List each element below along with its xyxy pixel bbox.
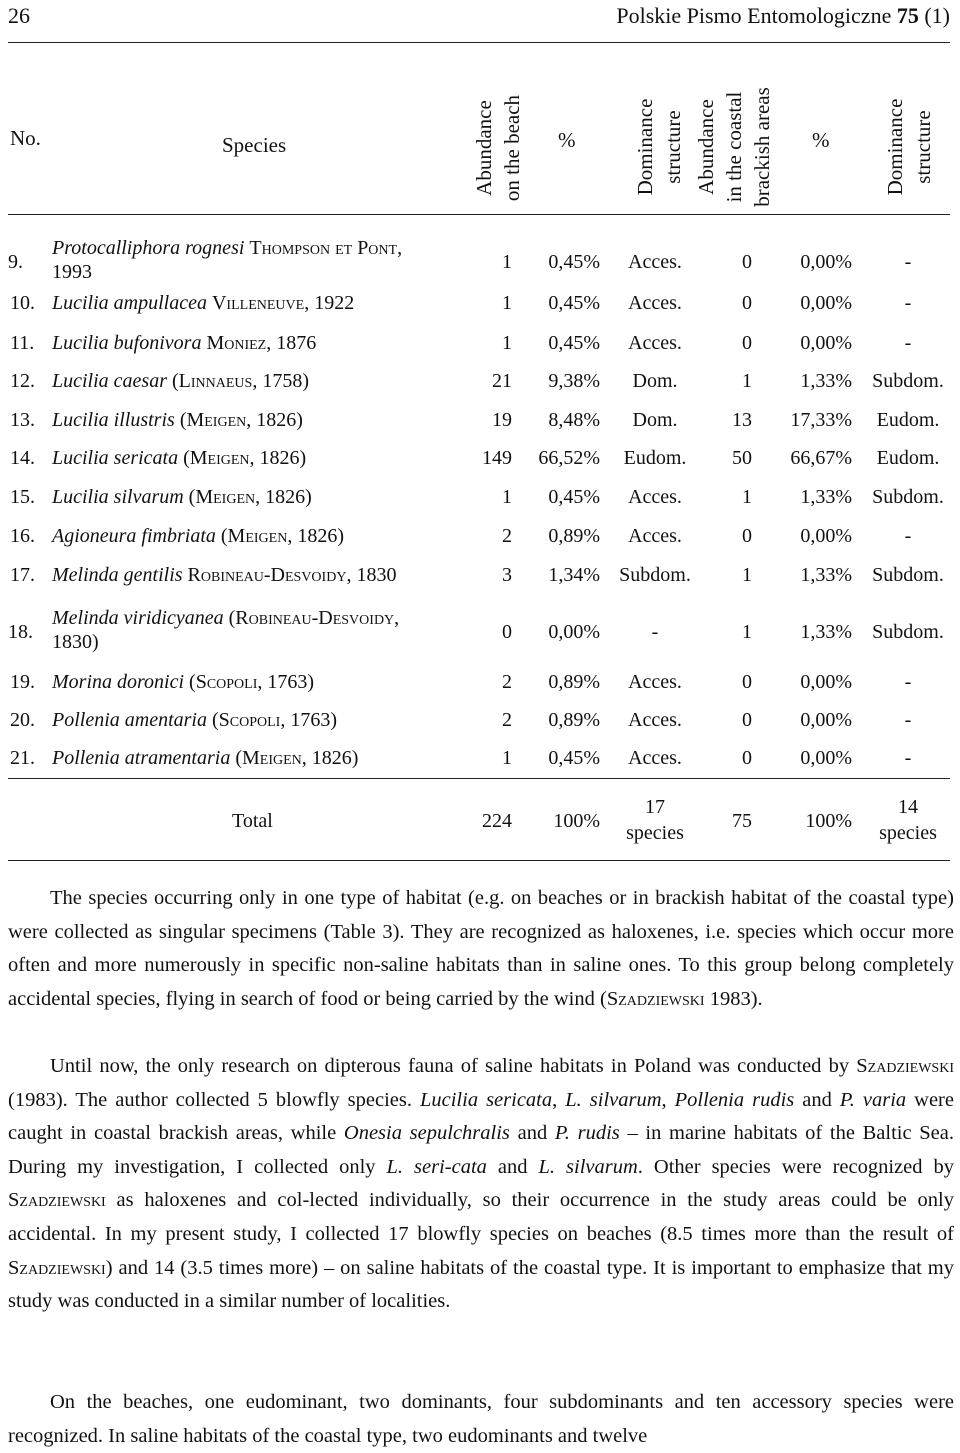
percent-coastal: 17,33% <box>790 409 852 431</box>
table-row <box>0 558 960 592</box>
species-name: Pollenia atramentaria <box>52 747 231 769</box>
species-year: , 1826) <box>255 486 312 508</box>
species-name: Lucilia silvarum <box>52 486 184 508</box>
dominance-coastal: - <box>904 292 912 314</box>
dominance-beach: Acces. <box>628 709 682 731</box>
percent-coastal: 66,67% <box>790 447 852 469</box>
percent-beach: 0,00% <box>548 621 600 643</box>
row-species <box>52 519 344 553</box>
table-top-rule <box>8 42 950 43</box>
abundance-beach: 0 <box>502 621 512 643</box>
species-author: Robineau-Desvoidy <box>187 564 347 586</box>
dominance-coastal: Subdom. <box>872 564 944 586</box>
abundance-beach: 2 <box>502 671 512 693</box>
abundance-beach: 1 <box>502 292 512 314</box>
species-author: (Robineau-Desvoidy <box>228 607 395 629</box>
table-row <box>0 741 960 775</box>
col-header-no: No. <box>10 126 41 150</box>
row-number: 11. <box>10 332 35 354</box>
paragraph-2: Until now, the only research on dipterous fauna of saline habitats in Poland was conducted by Szadziewski (1983). The author collected 5 blowfly species. Lucilia sericata, L. silvarum, Pollenia rudis and P. varia were caught in coastal brackish areas, while Onesia sepulchralis and P. rudis – in marine habitats of the Baltic Sea. During my investigation, I collected only L. seri-cata and L. silvarum. Other species were recognized by Szadziewski as haloxenes and col-lected individually, so their occurrence in the study areas could be only accidental. In my present study, I collected 17 blowfly species on beaches (8.5 times more than the result of Szadziewski) and 14 (3.5 times more) – on saline habitats of the coastal type. It is important to emphasize that my study was conducted in a similar number of localities. <box>8 1055 955 1313</box>
row-number: 16. <box>10 525 35 547</box>
dominance-coastal: - <box>904 671 912 693</box>
species-year: , 1763) <box>257 671 315 693</box>
dominance-coastal: - <box>904 709 912 731</box>
row-species <box>52 441 306 475</box>
abundance-coastal: 0 <box>742 292 752 314</box>
species-name: Lucilia illustris <box>52 409 175 431</box>
row-number: 12. <box>10 370 35 392</box>
species-year: , 1826) <box>249 447 307 469</box>
dominance-beach: Acces. <box>628 486 682 508</box>
abundance-coastal: 0 <box>742 251 752 273</box>
row-number: 15. <box>10 486 35 508</box>
dominance-beach: Subdom. <box>619 564 691 586</box>
percent-beach: 0,89% <box>548 709 600 731</box>
journal-name: Polskie Pismo Entomologiczne <box>616 3 892 28</box>
table-row <box>0 703 960 737</box>
total-percent-beach: 100% <box>553 810 600 832</box>
table-row <box>0 441 960 475</box>
species-author: Thompson et Pont <box>249 237 398 259</box>
dominance-beach: Acces. <box>628 747 682 769</box>
table-row <box>0 286 960 320</box>
percent-coastal: 1,33% <box>800 564 852 586</box>
percent-coastal: 0,00% <box>800 332 852 354</box>
species-name: Melinda gentilis <box>52 564 183 586</box>
row-number: 9. <box>8 251 23 273</box>
species-author: (Meigen <box>188 486 256 508</box>
total-label: Total <box>232 810 273 832</box>
percent-coastal: 0,00% <box>800 671 852 693</box>
dominance-coastal: - <box>904 332 912 354</box>
abundance-beach: 1 <box>502 251 512 273</box>
species-year: , 1922 <box>304 292 355 314</box>
abundance-coastal: 1 <box>742 621 752 643</box>
species-year: , 1830 <box>346 564 397 586</box>
species-name: Pollenia amentaria <box>52 709 207 731</box>
percent-coastal: 0,00% <box>800 525 852 547</box>
col-header-species: Species <box>222 133 287 157</box>
table-row <box>0 232 960 292</box>
table-row <box>0 480 960 514</box>
row-species <box>52 606 442 654</box>
abundance-coastal: 0 <box>742 709 752 731</box>
dominance-beach: - <box>651 621 659 643</box>
species-year: , 1993 <box>52 237 403 283</box>
species-name: Lucilia caesar <box>52 370 167 392</box>
species-year: , 1826) <box>246 409 303 431</box>
total-abundance-coastal: 75 <box>732 810 752 832</box>
species-year: , 1758) <box>252 370 309 392</box>
table-row <box>0 665 960 699</box>
dominance-coastal: Subdom. <box>872 486 944 508</box>
abundance-beach: 21 <box>492 370 512 392</box>
total-dominance-beach: 17 species <box>626 796 684 844</box>
journal-issue: (1) <box>924 3 950 28</box>
species-name: Melinda viridicyanea <box>52 607 224 629</box>
dominance-coastal: Subdom. <box>872 621 944 643</box>
abundance-coastal: 0 <box>742 332 752 354</box>
table-row <box>0 403 960 437</box>
percent-beach: 0,45% <box>548 747 600 769</box>
species-name: Protocalliphora rognesi <box>52 237 245 259</box>
table-row <box>0 602 960 662</box>
col-header-percent-coastal: % <box>812 128 830 152</box>
percent-beach: 0,89% <box>548 671 600 693</box>
species-name: Lucilia sericata <box>52 447 179 469</box>
abundance-coastal: 0 <box>742 525 752 547</box>
species-author: Moniez <box>206 332 267 354</box>
species-name: Lucilia ampullacea <box>52 292 207 314</box>
percent-beach: 0,89% <box>548 525 600 547</box>
abundance-coastal: 50 <box>732 447 752 469</box>
dominance-beach: Dom. <box>632 409 678 431</box>
row-number: 10. <box>10 292 35 314</box>
row-number: 19. <box>10 671 35 693</box>
percent-beach: 9,38% <box>548 370 600 392</box>
abundance-beach: 1 <box>502 747 512 769</box>
species-name: Lucilia bufonivora <box>52 332 202 354</box>
dominance-beach: Acces. <box>628 332 682 354</box>
dominance-coastal: Eudom. <box>876 447 940 469</box>
paragraph-3: On the beaches, one eudominant, two dominants, four subdominants and ten accessory species were recognized. In saline habitats of the coastal type, two eudominants and twelve <box>8 1391 954 1447</box>
species-year: , 1826) <box>287 525 344 547</box>
abundance-coastal: 1 <box>742 564 752 586</box>
percent-beach: 0,45% <box>548 332 600 354</box>
row-species <box>52 326 316 360</box>
row-species <box>52 665 314 699</box>
journal-volume: 75 <box>896 3 919 28</box>
species-author: Villeneuve <box>211 292 305 314</box>
total-abundance-beach: 224 <box>482 810 512 832</box>
col-header-abundance-coastal: Abundance in the coastal brackish areas <box>694 87 774 207</box>
abundance-coastal: 1 <box>742 370 752 392</box>
row-number: 18. <box>8 621 33 643</box>
dominance-coastal: - <box>904 747 912 769</box>
dominance-beach: Acces. <box>628 251 682 273</box>
percent-coastal: 1,33% <box>800 486 852 508</box>
species-author: (Linnaeus <box>172 370 253 392</box>
table-header-rule <box>8 214 950 215</box>
abundance-coastal: 0 <box>742 747 752 769</box>
dominance-beach: Acces. <box>628 525 682 547</box>
row-species <box>52 236 442 284</box>
species-name: Morina doronici <box>52 671 185 693</box>
dominance-beach: Acces. <box>628 671 682 693</box>
species-author: (Meigen <box>179 409 247 431</box>
percent-beach: 1,34% <box>548 564 600 586</box>
dominance-beach: Acces. <box>628 292 682 314</box>
abundance-beach: 19 <box>492 409 512 431</box>
row-number: 17. <box>10 564 35 586</box>
row-species <box>52 558 396 592</box>
table-bottom-rule <box>8 860 950 861</box>
species-name: Agioneura fimbriata <box>52 525 216 547</box>
row-species <box>52 703 337 737</box>
species-year: , 1876 <box>266 332 317 354</box>
abundance-beach: 2 <box>502 525 512 547</box>
row-species <box>52 403 303 437</box>
dominance-coastal: Subdom. <box>872 370 944 392</box>
row-number: 21. <box>10 747 35 769</box>
col-header-dominance-coastal: Dominance structure <box>883 98 935 196</box>
table-row <box>0 519 960 553</box>
dominance-beach: Eudom. <box>623 447 687 469</box>
abundance-beach: 1 <box>502 332 512 354</box>
table-row <box>0 326 960 360</box>
species-author: (Scopoli <box>189 671 258 693</box>
dominance-beach: Dom. <box>632 370 678 392</box>
row-species <box>52 286 354 320</box>
table-row <box>0 364 960 398</box>
abundance-coastal: 0 <box>742 671 752 693</box>
dominance-coastal: Eudom. <box>876 409 940 431</box>
col-header-abundance-beach: Abundance on the beach <box>472 94 524 202</box>
species-author: (Meigen <box>183 447 250 469</box>
row-number: 20. <box>10 709 35 731</box>
abundance-coastal: 1 <box>742 486 752 508</box>
species-year: , 1826) <box>301 747 359 769</box>
percent-beach: 0,45% <box>548 486 600 508</box>
dominance-coastal: - <box>904 251 912 273</box>
col-header-dominance-beach: Dominance structure <box>633 98 685 196</box>
row-number: 13. <box>10 409 35 431</box>
abundance-beach: 149 <box>482 447 512 469</box>
abundance-beach: 2 <box>502 709 512 731</box>
paragraph-1: The species occurring only in one type of habitat (e.g. on beaches or in brackish habitat of the coastal type) were collected as singular specimens (Table 3). They are recognized as haloxenes, i.e. species which occur more often and more numerously in specific non-saline habitats than in saline ones. To this group belong completely accidental species, flying in search of food or being carried by the wind (Szadziewski 1983). <box>8 887 954 1010</box>
abundance-beach: 1 <box>502 486 512 508</box>
row-species <box>52 741 358 775</box>
species-author: (Meigen <box>235 747 302 769</box>
row-species <box>52 364 309 398</box>
percent-coastal: 1,33% <box>800 370 852 392</box>
percent-beach: 8,48% <box>548 409 600 431</box>
total-dominance-coastal: 14 species <box>879 796 937 844</box>
species-year: , 1763) <box>280 709 337 731</box>
table-body-rule <box>8 778 950 779</box>
abundance-beach: 3 <box>502 564 512 586</box>
percent-beach: 66,52% <box>538 447 600 469</box>
percent-coastal: 0,00% <box>800 292 852 314</box>
dominance-coastal: - <box>904 525 912 547</box>
percent-coastal: 0,00% <box>800 747 852 769</box>
percent-coastal: 0,00% <box>800 251 852 273</box>
total-percent-coastal: 100% <box>805 810 852 832</box>
row-species <box>52 480 312 514</box>
page-number: 26 <box>8 3 30 28</box>
percent-beach: 0,45% <box>548 251 600 273</box>
species-author: (Meigen <box>220 525 288 547</box>
row-number: 14. <box>10 447 35 469</box>
abundance-coastal: 13 <box>732 409 752 431</box>
table-total-row <box>0 792 960 852</box>
percent-coastal: 1,33% <box>800 621 852 643</box>
col-header-percent-beach: % <box>558 128 576 152</box>
species-author: (Scopoli <box>211 709 281 731</box>
journal-header <box>616 3 950 29</box>
species-year: , 1830) <box>52 607 400 653</box>
percent-coastal: 0,00% <box>800 709 852 731</box>
percent-beach: 0,45% <box>548 292 600 314</box>
